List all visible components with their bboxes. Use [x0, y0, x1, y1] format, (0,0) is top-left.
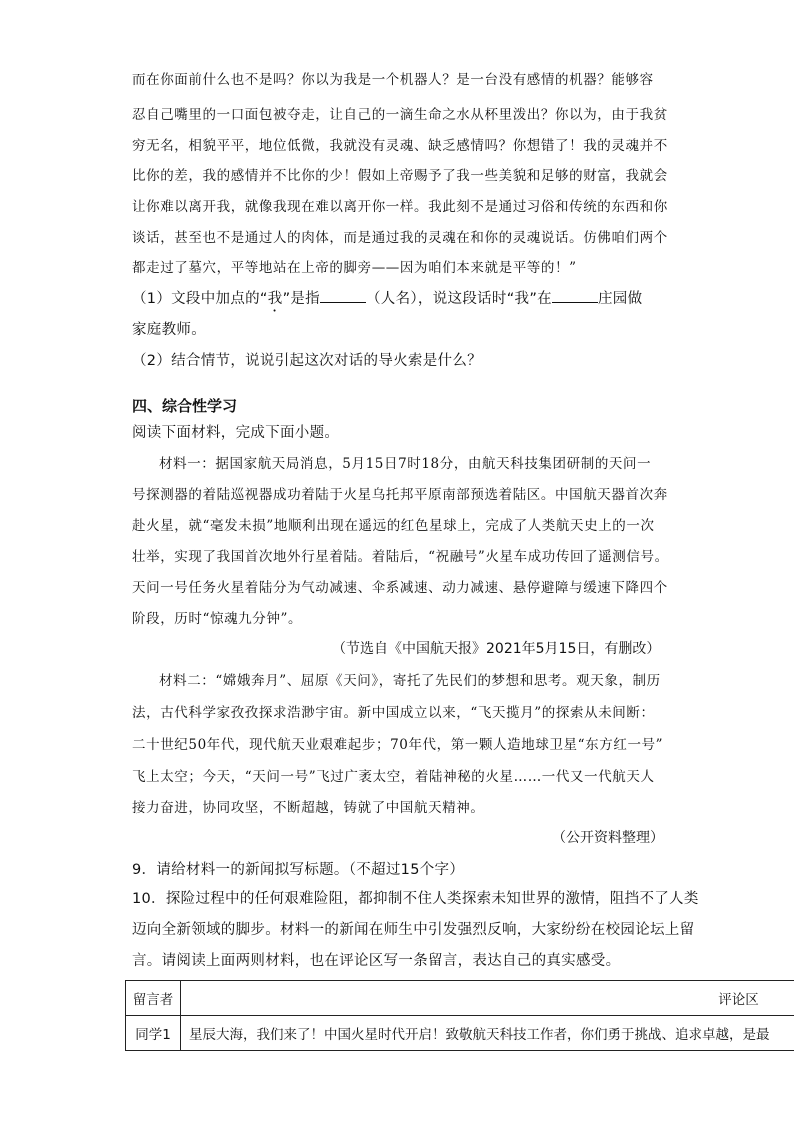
dotted-word: 我 — [267, 291, 283, 307]
section-intro: 阅读下面材料，完成下面小题。 — [132, 425, 340, 441]
passage-line-6: 谈话，甚至也不是通过人的肉体，而是通过我的灵魂在和你的灵魂说话。仿佛咱们两个 — [132, 230, 668, 246]
question-1-line-2: 家庭教师。 — [132, 322, 206, 338]
table-header-row — [126, 981, 794, 1016]
answer-blank-manor[interactable] — [552, 290, 598, 303]
question-9: 9．请给材料一的新闻拟写标题。（不超过15个字） — [132, 862, 465, 878]
passage-line-3: 穷无名，相貌平平，地位低微，我就没有灵魂、缺乏感情吗？你想错了！我的灵魂并不 — [132, 138, 668, 154]
row-commenter: 同学1 — [126, 1016, 181, 1051]
material-2-line-5: 接力奋进，协同攻坚，不断超越，铸就了中国航天精神。 — [132, 800, 485, 816]
question-2: （2）结合情节，说说引起这次对话的导火索是什么？ — [132, 353, 482, 369]
question-10-line-3: 言。请阅读上面两则材料，也在评论区写一条留言，表达自己的真实感受。 — [132, 953, 621, 969]
material-1-line-5: 天问一号任务火星着陆分为气动减速、伞系减速、动力减速、悬停避障与缓速下降四个 — [132, 580, 668, 596]
question-1-text-b: ”是指 — [282, 291, 320, 307]
table-row — [126, 1016, 794, 1051]
passage-line-7: 都走过了墓穴，平等地站在上帝的脚旁——因为咱们本来就是平等的！” — [132, 260, 577, 276]
header-comment-area — [181, 981, 794, 1016]
material-1-source: （节选自《中国航天报》2021年5月15日，有删改） — [332, 641, 661, 657]
question-10-line-1: 10．探险过程中的任何艰难险阻，都抑制不住人类探索未知世界的激情，阻挡不了人类 — [132, 891, 699, 907]
header-commenter: 留言者 — [126, 981, 181, 1016]
comment-table — [125, 980, 794, 1051]
passage-line-1: 而在你面前什么也不是吗？你以为我是一个机器人？是一台没有感情的机器？能够容 — [132, 72, 654, 88]
material-1-line-3: 赴火星，就“毫发未损”地顺利出现在遥远的红色星球上，完成了人类航天史上的一次 — [132, 518, 655, 534]
passage-line-2: 忍自己嘴里的一口面包被夺走，让自己的一滴生命之水从杯里泼出？你以为，由于我贫 — [132, 107, 668, 123]
question-1-text-a: （1）文段中加点的“ — [132, 291, 268, 307]
material-1-line-1: 材料一：据国家航天局消息，5月15日7时18分，由航天科技集团研制的天问一 — [159, 456, 652, 472]
material-1-line-2: 号探测器的着陆巡视器成功着陆于火星乌托邦平原南部预选着陆区。中国航天器首次奔 — [132, 487, 668, 503]
material-2-line-1: 材料二：“嫦娥奔月”、屈原《天问》，寄托了先民们的梦想和思考。观天象，制历 — [159, 673, 661, 689]
question-10-line-2: 迈向全新领域的脚步。材料一的新闻在师生中引发强烈反响，大家纷纷在校园论坛上留 — [132, 922, 695, 938]
section-heading: 四、综合性学习 — [132, 397, 238, 415]
material-2-line-2: 法，古代科学家孜孜探求浩渺宇宙。新中国成立以来，“飞天揽月”的探索从未间断： — [132, 705, 655, 721]
material-2-line-4: 飞上太空；今天，“天问一号”飞过广袤太空，着陆神秘的火星……一代又一代航天人 — [132, 769, 655, 785]
passage-line-4: 比你的差，我的感情并不比你的少！假如上帝赐予了我一些美貌和足够的财富，我就会 — [132, 168, 668, 184]
question-1 — [132, 287, 642, 315]
material-1-line-6: 阶段，历时“惊魂九分钟”。 — [132, 611, 303, 627]
row-comment: 星辰大海，我们来了！中国火星时代开启！致敬航天科技工作者，你们勇于挑战、追求卓越，是最 — [181, 1016, 794, 1051]
header-comment-area-label: 评论区 — [718, 992, 759, 1008]
material-1-line-4: 壮举，实现了我国首次地外行星着陆。着陆后，“祝融号”火星车成功传回了遥测信号。 — [132, 549, 669, 565]
material-2-line-3: 二十世纪50年代，现代航天业艰难起步；70年代，第一颗人造地球卫星“东方红一号” — [132, 737, 664, 753]
question-1-text-c: （人名），说这段话时“我”在 — [365, 291, 552, 307]
material-2-source: （公开资料整理） — [552, 830, 664, 846]
question-1-text-d: 庄园做 — [597, 291, 643, 307]
answer-blank-name[interactable] — [320, 290, 366, 303]
passage-line-5: 让你难以离开我，就像我现在难以离开你一样。我此刻不是通过习俗和传统的东西和你 — [132, 199, 668, 215]
